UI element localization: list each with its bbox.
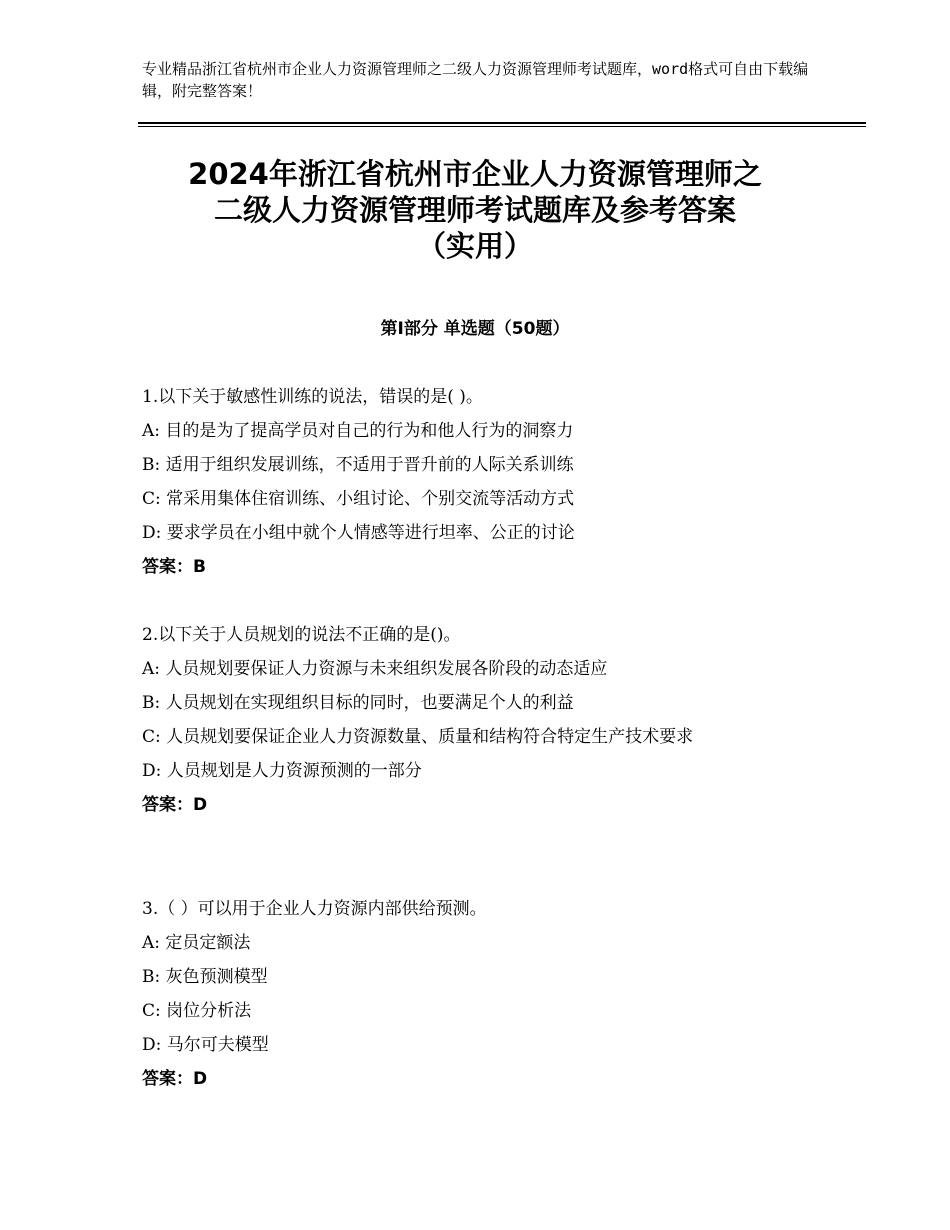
option-d: D: 人员规划是人力资源预测的一部分 [142,761,422,781]
option-b: B: 灰色预测模型 [142,967,268,987]
option-a: A: 定员定额法 [142,933,251,953]
answer: 答案：D [142,795,208,815]
option-b: B: 人员规划在实现组织目标的同时，也要满足个人的利益 [142,693,574,713]
question-1 [142,380,822,584]
header-rule-thick [138,122,866,124]
option-b: B: 适用于组织发展训练，不适用于晋升前的人际关系训练 [142,455,574,475]
option-c: C: 岗位分析法 [142,1001,252,1021]
title-line-3: （实用） [416,229,533,263]
answer: 答案：D [142,1069,208,1089]
title-line-1: 2024年浙江省杭州市企业人力资源管理师之 [188,157,762,191]
title-line-2: 二级人力资源管理师考试题库及参考答案 [213,193,736,227]
section-title: 第Ⅰ部分 单选题（50题） [380,319,570,339]
question-2 [142,618,822,822]
option-c: C: 人员规划要保证企业人力资源数量、质量和结构符合特定生产技术要求 [142,727,694,747]
question-stem: 2.以下关于人员规划的说法不正确的是()。 [142,625,461,645]
header-rule-thin [138,126,866,127]
option-a: A: 人员规划要保证人力资源与未来组织发展各阶段的动态适应 [142,659,608,679]
document-title [120,156,830,264]
question-3 [142,892,822,1096]
option-a: A: 目的是为了提高学员对自己的行为和他人行为的洞察力 [142,421,574,441]
option-d: D: 要求学员在小组中就个人情感等进行坦率、公正的讨论 [142,523,575,543]
answer: 答案：B [142,557,206,577]
question-stem: 3.（ ）可以用于企业人力资源内部供给预测。 [142,899,487,919]
header-note: 专业精品浙江省杭州市企业人力资源管理师之二级人力资源管理师考试题库，word格式可自由下载编辑，附完整答案！ [142,60,809,100]
question-stem: 1.以下关于敏感性训练的说法，错误的是( )。 [142,387,483,407]
option-c: C: 常采用集体住宿训练、小组讨论、个别交流等活动方式 [142,489,575,509]
option-d: D: 马尔可夫模型 [142,1035,269,1055]
